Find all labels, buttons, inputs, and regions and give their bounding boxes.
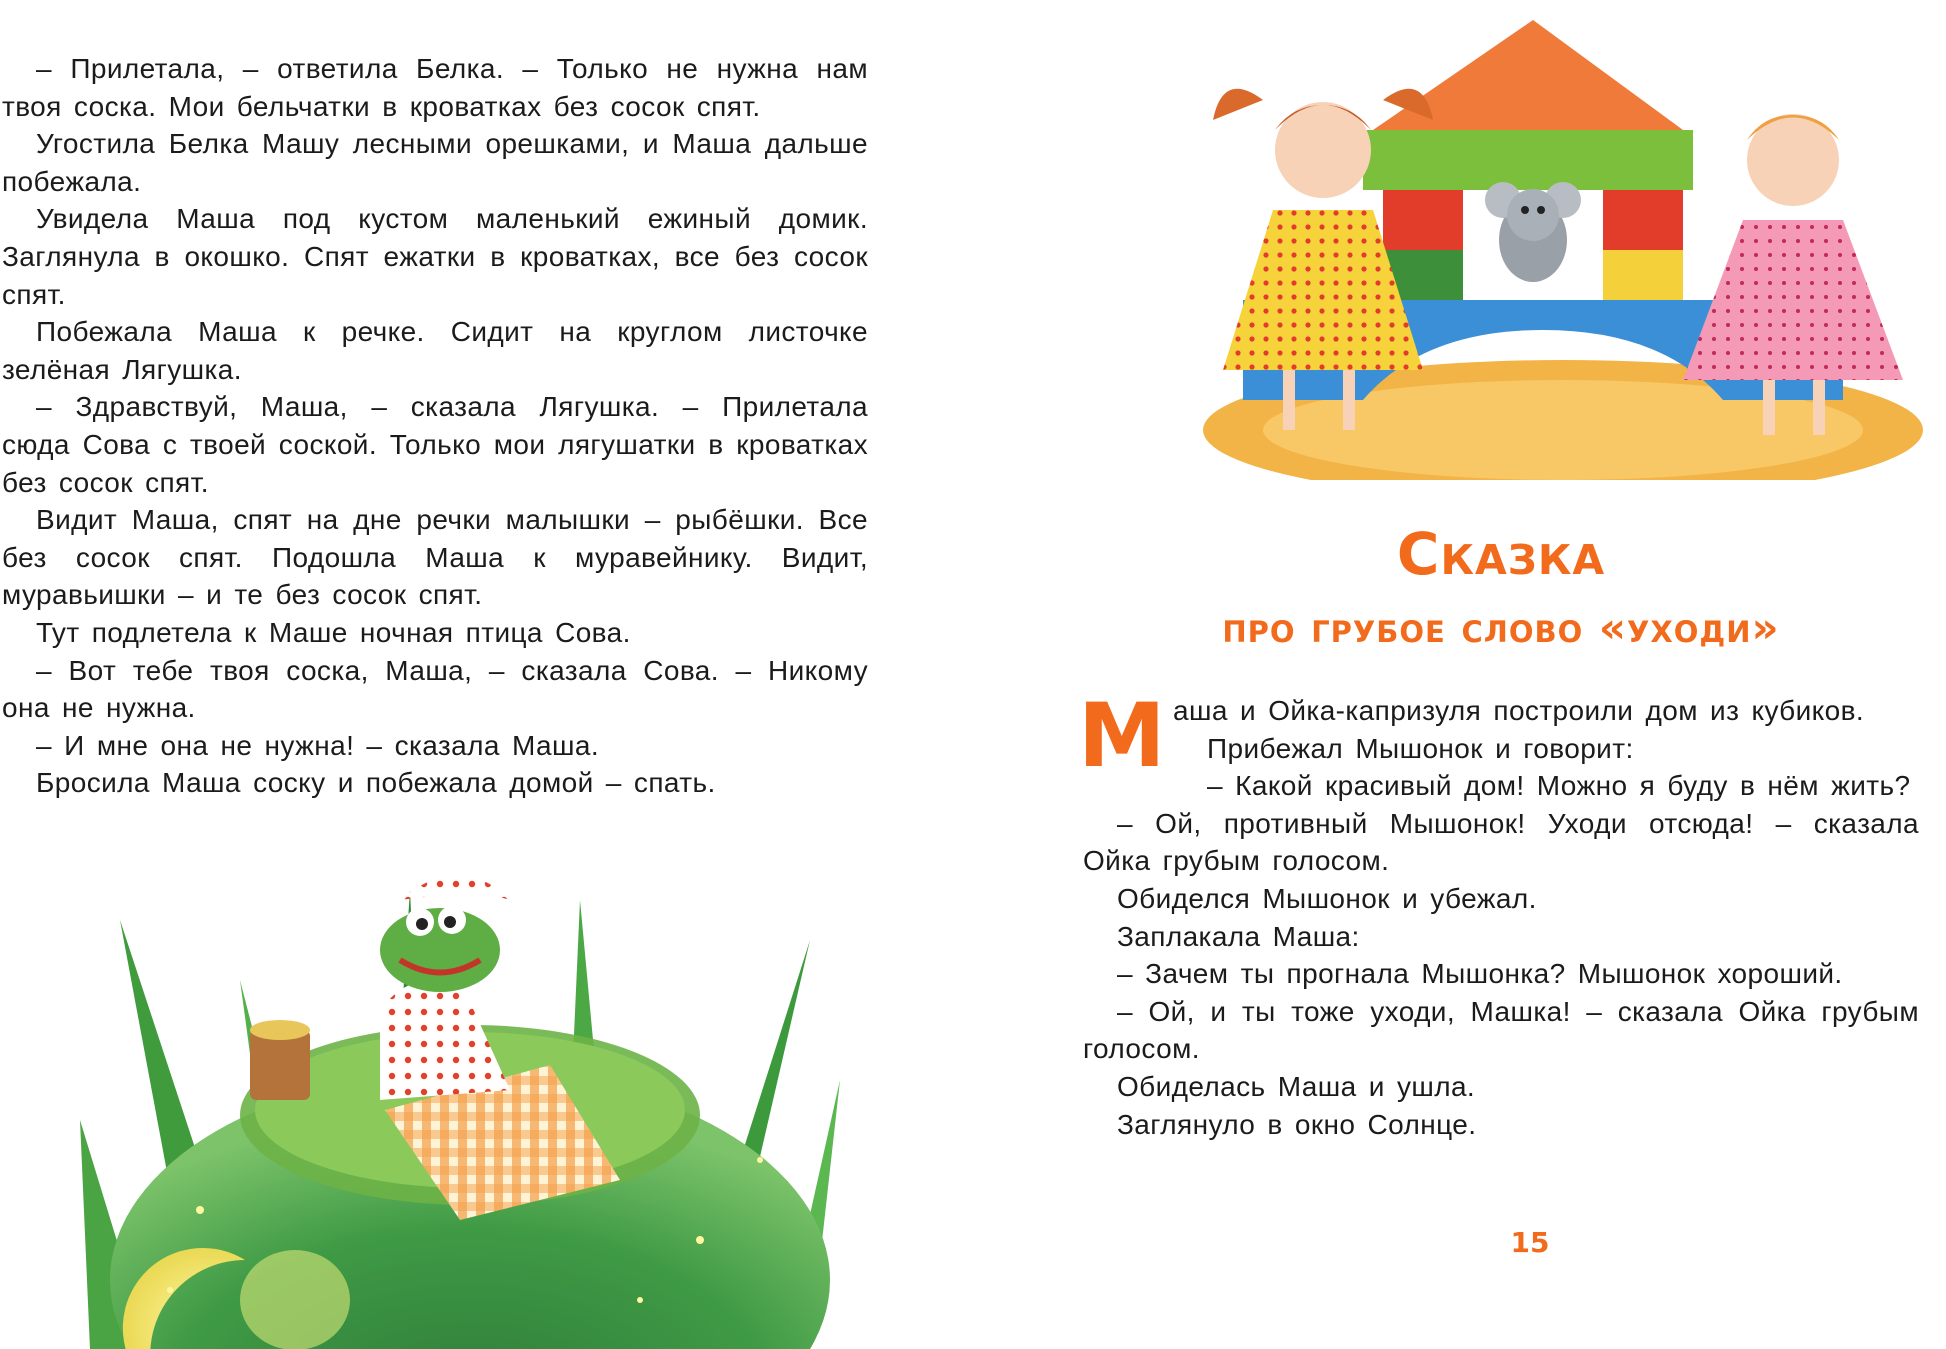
paragraph: Прибежал Мышонок и говорит: xyxy=(1207,732,1634,764)
title-line-sub: про грубое слово «уходи» xyxy=(1222,603,1780,652)
story-title xyxy=(1083,520,1919,656)
paragraph: – Здравствуй, Маша, – сказала Лягушка. – Прилетала сюда Сова с твоей соской. Только мои лягушатки в кроватках без сосок спят. xyxy=(2,391,868,498)
first-paragraph-text: аша и Ойка-капризуля построили дом из кубиков. xyxy=(1173,695,1865,726)
paragraph: Заплакала Маша: xyxy=(1117,920,1360,952)
paragraph: – Вот тебе твоя соска, Маша, – сказала Сова. – Никому она не нужна. xyxy=(2,654,868,724)
frog-on-lily-pad-illustration xyxy=(80,860,840,1349)
right-story-text xyxy=(1078,684,1919,1143)
paragraph: – Зачем ты прогнала Мышонка? Мышонок хороший. xyxy=(1117,958,1843,990)
paragraph: Побежала Маша к речке. Сидит на круглом листочке зелёная Лягушка. xyxy=(2,316,868,385)
paragraph: Видит Маша, спят на дне речки малышки – рыбёшки. Все без сосок спят. Подошла Маша к муравейнику. Видит, муравьишки – и те без сосок спят. xyxy=(2,504,868,611)
paragraph: Обиделась Маша и ушла. xyxy=(1117,1070,1476,1102)
right-page xyxy=(973,0,1946,1349)
paragraph: – Какой красивый дом! Можно я буду в нём жить? xyxy=(1207,770,1911,802)
paragraph: Увидела Маша под кустом маленький ежиный домик. Заглянула в окошко. Спят ежатки в кроватках, все без сосок спят. xyxy=(2,203,868,310)
paragraph: Заглянуло в окно Солнце. xyxy=(1117,1108,1477,1140)
paragraph: – Прилетала, – ответила Белка. – Только не нужна нам твоя соска. Мои бельчатки в кроватках без сосок спят. xyxy=(2,53,868,122)
paragraph: Тут подлетела к Маше ночная птица Сова. xyxy=(36,616,631,648)
paragraph: – И мне она не нужна! – сказала Маша. xyxy=(36,729,600,761)
paragraph: Угостила Белка Машу лесными орешками, и Маша дальше побежала. xyxy=(2,128,868,197)
paragraph: – Ой, и ты тоже уходи, Машка! – сказала Ойка грубым голосом. xyxy=(1083,995,1919,1065)
drop-cap-letter: М xyxy=(1078,684,1166,787)
left-story-text xyxy=(2,50,868,802)
girls-block-house-illustration xyxy=(1203,10,1923,480)
page-number: 15 xyxy=(1510,1226,1550,1259)
title-line-main: Сказка xyxy=(1396,520,1606,588)
paragraph: Обиделся Мышонок и убежал. xyxy=(1117,882,1537,914)
paragraph: Бросила Маша соску и побежала домой – спать. xyxy=(36,767,716,799)
paragraph: – Ой, противный Мышонок! Уходи отсюда! – сказала Ойка грубым голосом. xyxy=(1083,807,1919,877)
